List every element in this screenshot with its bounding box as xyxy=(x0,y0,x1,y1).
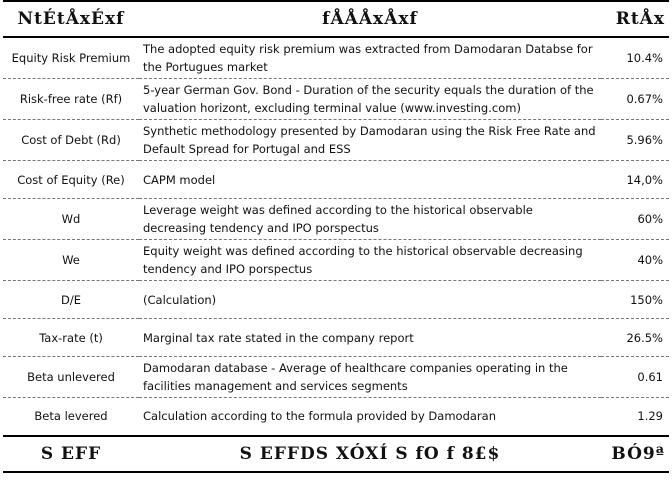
header-row xyxy=(3,1,669,37)
value-cell: 40% xyxy=(601,240,669,281)
parameter-cell: Risk-free rate (Rf) xyxy=(3,79,139,120)
source-cell: (Calculation) xyxy=(139,281,601,319)
source-cell: Calculation according to the formula provided by Damodaran xyxy=(139,398,601,436)
source-cell: CAPM model xyxy=(139,161,601,199)
footer-row xyxy=(3,436,669,472)
parameter-cell: Cost of Debt (Rd) xyxy=(3,120,139,161)
parameter-cell: We xyxy=(3,240,139,281)
parameter-cell: Beta unlevered xyxy=(3,357,139,398)
footer-label: S EFF xyxy=(3,436,139,472)
parameter-cell: Equity Risk Premium xyxy=(3,37,139,79)
source-cell: Equity weight was defined according to the historical observable decreasing tendency and IPO porspectus xyxy=(139,240,601,281)
table-row xyxy=(3,37,669,79)
header-parameter: NtÉtÅxÉxf xyxy=(3,1,139,37)
value-cell: 60% xyxy=(601,199,669,240)
parameter-cell: Wd xyxy=(3,199,139,240)
value-cell: 10.4% xyxy=(601,37,669,79)
source-cell: The adopted equity risk premium was extracted from Damodaran Databse for the Portugues market xyxy=(139,37,601,79)
table-row xyxy=(3,398,669,436)
value-cell: 26.5% xyxy=(601,319,669,357)
parameter-cell: D/E xyxy=(3,281,139,319)
parameter-cell: Cost of Equity (Re) xyxy=(3,161,139,199)
parameter-cell: Beta levered xyxy=(3,398,139,436)
parameter-cell: Tax-rate (t) xyxy=(3,319,139,357)
table-row xyxy=(3,357,669,398)
source-cell: 5-year German Gov. Bond - Duration of the security equals the duration of the valuation horizont, excluding terminal value (www.investing.com) xyxy=(139,79,601,120)
value-cell: 1.29 xyxy=(601,398,669,436)
source-cell: Synthetic methodology presented by Damodaran using the Risk Free Rate and Default Spread for Portugal and ESS xyxy=(139,120,601,161)
value-cell: 5.96% xyxy=(601,120,669,161)
wacc-assumptions-table xyxy=(3,0,669,473)
table-row xyxy=(3,281,669,319)
footer-source: S EFFDS XÓXÍ S fO f 8£$ xyxy=(139,436,601,472)
source-cell: Damodaran database - Average of healthcare companies operating in the facilities management and services segments xyxy=(139,357,601,398)
table-row xyxy=(3,79,669,120)
table-row xyxy=(3,319,669,357)
wacc-assumptions-table-container xyxy=(3,0,669,484)
source-cell: Leverage weight was defined according to the historical observable decreasing tendency and IPO porspectus xyxy=(139,199,601,240)
table-row xyxy=(3,120,669,161)
table-row xyxy=(3,240,669,281)
footer-value: BÓ9ª xyxy=(601,436,669,472)
value-cell: 0.61 xyxy=(601,357,669,398)
value-cell: 0.67% xyxy=(601,79,669,120)
header-source: fÅÅÅxÅxf xyxy=(139,1,601,37)
table-row xyxy=(3,199,669,240)
table-row xyxy=(3,161,669,199)
header-rate: RtÅx xyxy=(601,1,669,37)
value-cell: 14,0% xyxy=(601,161,669,199)
source-cell: Marginal tax rate stated in the company report xyxy=(139,319,601,357)
value-cell: 150% xyxy=(601,281,669,319)
